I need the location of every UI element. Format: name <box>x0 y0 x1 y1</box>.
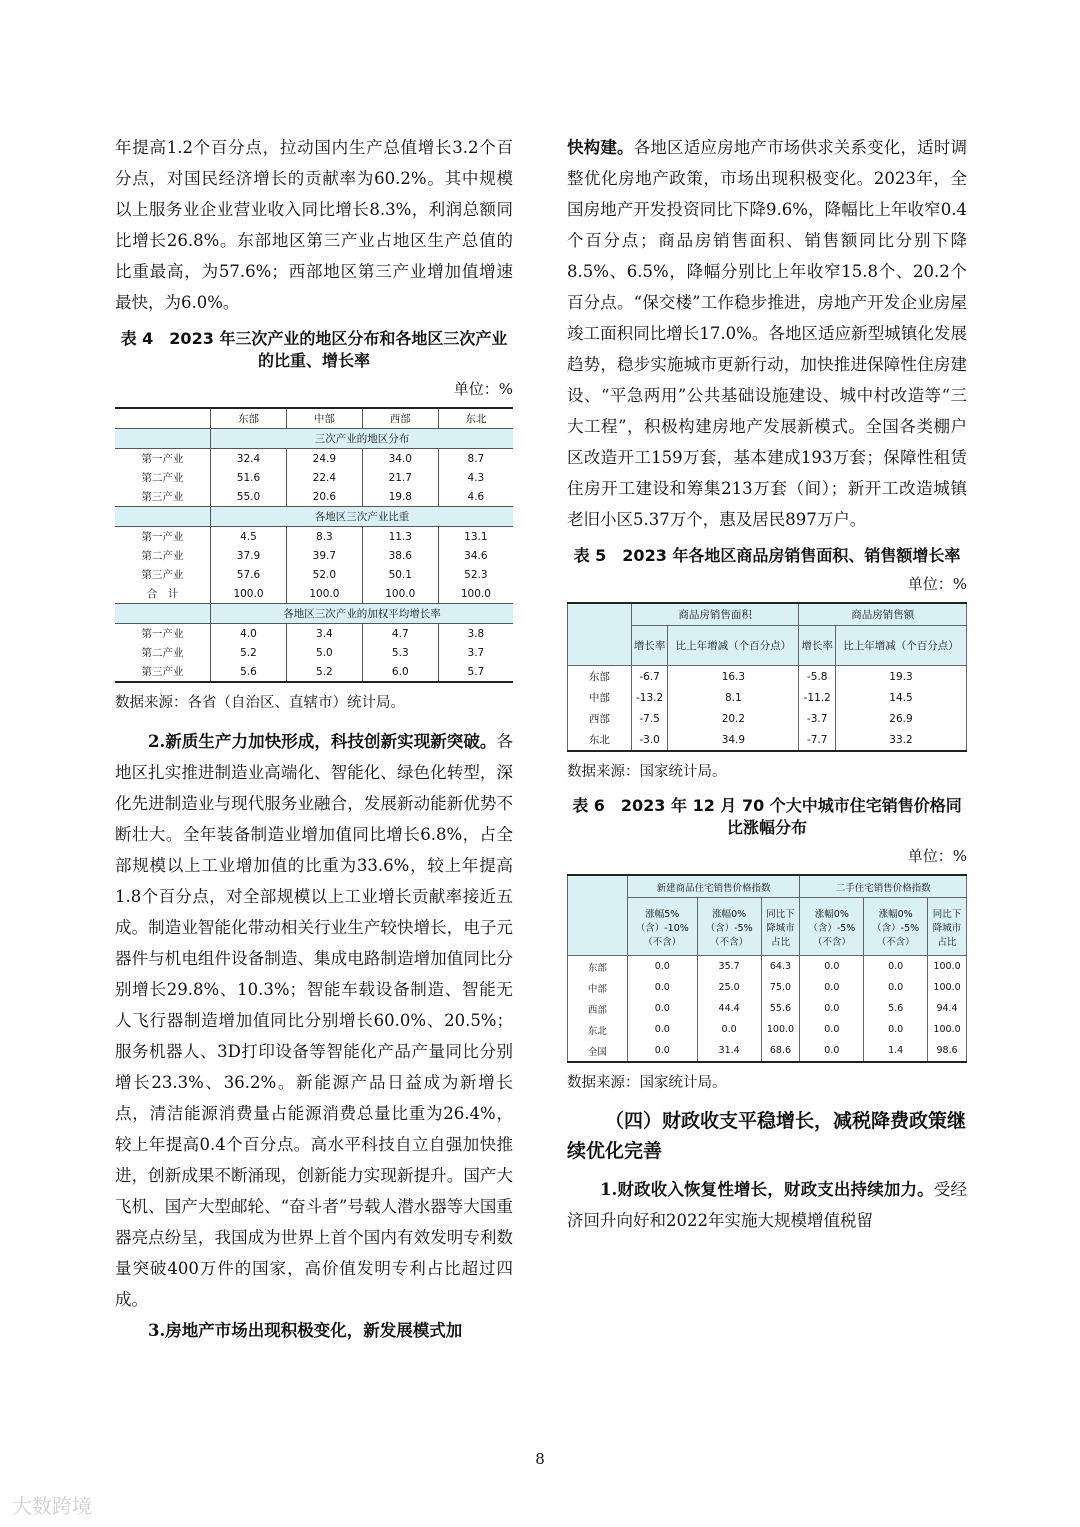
table-row <box>115 527 513 547</box>
table-cell: 34.6 <box>438 546 513 565</box>
table-cell: 0.0 <box>627 977 697 998</box>
paragraph: 年提高1.2个百分点，拉动国内生产总值增长3.2个百分点，对国民经济增长的贡献率为60.2%。其中规模以上服务业企业营业收入同比增长8.3%，利润总额同比增长26.8%。东部地区第三产业占地区生产总值的比重最高，为57.6%；西部地区第三产业增加值增速最快，为6.0%。 <box>115 138 513 312</box>
table-cell: 94.4 <box>928 998 967 1019</box>
table-4-column-header: 西部 <box>362 408 438 429</box>
table-cell: 24.9 <box>286 449 362 469</box>
table-cell: 25.0 <box>697 977 761 998</box>
table-cell: 64.3 <box>761 956 800 978</box>
table-row <box>115 624 513 644</box>
table-6-subheader: 涨幅0%（含）-5%（不含） <box>800 898 864 956</box>
table-row <box>568 666 967 688</box>
table-4-column-header <box>115 408 211 429</box>
table-4-source: 数据来源：各省（自治区、直辖市）统计局。 <box>115 695 405 711</box>
table-cell: -11.2 <box>799 687 836 708</box>
watermark: 大数跨境 <box>12 1494 92 1518</box>
table-6-subheader: 同比下降城市占比 <box>761 898 800 956</box>
table-cell: 8.7 <box>438 449 513 469</box>
table-6-title: 表 6 2023 年 12 月 70 个大中城市住宅销售价格同比涨幅分布 <box>572 796 962 837</box>
table-cell: 55.0 <box>211 487 287 507</box>
table-6-source: 数据来源：国家统计局。 <box>567 1075 727 1091</box>
table-6-subheader: 涨幅0%（含）-5%（不含） <box>864 898 928 956</box>
paragraph-lead: 1.财政收入恢复性增长，财政支出持续加力。 <box>600 1180 934 1199</box>
table-row <box>115 487 513 507</box>
table-cell: 4.7 <box>362 624 438 644</box>
table-cell: 19.3 <box>835 666 966 688</box>
table-cell: 34.9 <box>668 729 799 751</box>
table-cell: 52.0 <box>286 565 362 584</box>
table-5-subheader: 比上年增减（个百分点） <box>668 626 799 666</box>
row-label: 东部 <box>568 666 632 688</box>
row-label: 第二产业 <box>141 550 184 562</box>
table-5-unit: 单位：% <box>907 575 967 593</box>
table-cell: 4.6 <box>438 487 513 507</box>
table-4-column-header: 东部 <box>211 408 287 429</box>
table-cell: 8.3 <box>286 527 362 547</box>
table-cell: 14.5 <box>835 687 966 708</box>
row-label: 全国 <box>568 1040 628 1062</box>
left-column <box>115 132 513 1346</box>
paragraph <box>567 132 967 535</box>
table-cell: 26.9 <box>835 708 966 729</box>
row-label: 第三产业 <box>141 491 184 503</box>
table-6-subheader: 涨幅0%（含）-5%（不含） <box>697 898 761 956</box>
table-cell: 32.4 <box>211 449 287 469</box>
table-5-subheader: 增长率 <box>631 626 668 666</box>
table-row <box>568 998 967 1019</box>
table-cell: 98.6 <box>928 1040 967 1062</box>
table-cell: 5.3 <box>362 643 438 662</box>
row-label: 第三产业 <box>141 569 184 581</box>
table-cell: 20.2 <box>668 708 799 729</box>
paragraph-body: 各地区扎实推进制造业高端化、智能化、绿色化转型，深化先进制造业与现代服务业融合，发展新动能新优势不断壮大。全年装备制造业增加值同比增长6.8%，占全部规模以上工业增加值的比重为33.6%，较上年提高1.8个百分点，对全部规模以上工业增长贡献率接近五成。制造业智能化带动相关行业生产较快增长，电子元器件与机电组件设备制造、集成电路制造增加值同比分别增长29.8%、10.3%；智能车载设备制造、智能无人飞行器制造增加值同比分别增长60.0%、20.5%；服务机器人、3D打印设备等智能化产品产量同比分别增长23.3%、36.2%。新能源产品日益成为新增长点，清洁能源消费量占能源消费总量比重为26.4%，较上年提高0.4个百分点。高水平科技自立自强加快推进，创新成果不断涌现，创新能力实现新提升。国产大飞机、国产大型邮轮、“奋斗者”号载人潜水器等大国重器亮点纷呈，我国成为世界上首个国内有效发明专利数量突破400万件的国家，高价值发明专利占比超过四成。 <box>115 732 513 1309</box>
table-row <box>115 546 513 565</box>
table-cell: 37.9 <box>211 546 287 565</box>
table-cell: 35.7 <box>697 956 761 978</box>
table-cell: 100.0 <box>438 584 513 604</box>
table-cell: 3.8 <box>438 624 513 644</box>
row-label: 第一产业 <box>141 531 184 543</box>
table-cell: 100.0 <box>928 977 967 998</box>
row-label: 合 计 <box>146 588 179 600</box>
table-cell: -7.5 <box>631 708 668 729</box>
table-4-section-title: 三次产业的地区分布 <box>211 429 513 449</box>
row-label: 第二产业 <box>141 472 184 484</box>
table-row <box>568 687 967 708</box>
table-cell: 0.0 <box>800 1040 864 1062</box>
table-cell: 13.1 <box>438 527 513 547</box>
table-cell: 5.6 <box>864 998 928 1019</box>
table-6-subheader: 涨幅5%（含）-10%（不含） <box>627 898 697 956</box>
table-cell: 21.7 <box>362 468 438 487</box>
table-cell: 68.6 <box>761 1040 800 1062</box>
table-row <box>568 729 967 751</box>
table-cell: 50.1 <box>362 565 438 584</box>
table-4-column-header: 东北 <box>438 408 513 429</box>
table-cell: 0.0 <box>627 1019 697 1040</box>
table-cell: 5.0 <box>286 643 362 662</box>
row-label: 西部 <box>568 998 628 1019</box>
table-cell: -5.8 <box>799 666 836 688</box>
paragraph-lead: 3.房地产市场出现积极变化，新发展模式加 <box>148 1321 463 1340</box>
table-cell: 0.0 <box>800 956 864 978</box>
table-cell: 44.4 <box>697 998 761 1019</box>
table-6-group-2: 二手住宅销售价格指数 <box>800 875 967 898</box>
table-5-title: 表 5 2023 年各地区商品房销售面积、销售额增长率 <box>573 546 961 565</box>
table-4-section-title: 各地区三次产业的加权平均增长率 <box>211 604 513 624</box>
table-cell: 4.3 <box>438 468 513 487</box>
table-cell: 0.0 <box>627 998 697 1019</box>
right-column <box>567 132 967 1236</box>
table-row <box>115 449 513 469</box>
table-cell: 0.0 <box>864 977 928 998</box>
table-cell: 16.3 <box>668 666 799 688</box>
table-cell: -13.2 <box>631 687 668 708</box>
table-row <box>568 1040 967 1062</box>
paragraph-lead: 2.新质生产力加快形成，科技创新实现新突破。 <box>148 732 497 751</box>
table-row <box>115 643 513 662</box>
table-5-group-1: 商品房销售面积 <box>631 603 799 626</box>
table-cell: 0.0 <box>800 1019 864 1040</box>
table-cell: 0.0 <box>697 1019 761 1040</box>
table-5 <box>567 602 967 752</box>
row-label: 第一产业 <box>141 628 184 640</box>
row-label: 东北 <box>568 729 632 751</box>
table-cell: 1.4 <box>864 1040 928 1062</box>
table-cell: -6.7 <box>631 666 668 688</box>
row-label: 第三产业 <box>141 666 184 678</box>
table-cell: 100.0 <box>362 584 438 604</box>
row-label: 中部 <box>568 977 628 998</box>
page-number: 8 <box>535 1450 545 1468</box>
table-cell: 100.0 <box>286 584 362 604</box>
table-cell: 52.3 <box>438 565 513 584</box>
table-cell: 100.0 <box>928 956 967 978</box>
table-row <box>115 662 513 682</box>
table-cell: 0.0 <box>800 998 864 1019</box>
table-cell: 39.7 <box>286 546 362 565</box>
table-cell: 4.0 <box>211 624 287 644</box>
table-4 <box>115 407 513 683</box>
table-6 <box>567 874 967 1063</box>
table-cell: 100.0 <box>761 1019 800 1040</box>
table-cell: 5.7 <box>438 662 513 682</box>
table-cell: -3.7 <box>799 708 836 729</box>
paragraph-body: 受经济回升向好和2022年实施大规模增值税留 <box>567 1180 967 1230</box>
row-label: 东北 <box>568 1019 628 1040</box>
table-4-section-title: 各地区三次产业比重 <box>211 507 513 527</box>
paragraph <box>115 1315 513 1346</box>
table-cell: 100.0 <box>211 584 287 604</box>
paragraph <box>115 726 513 1315</box>
table-row <box>568 708 967 729</box>
table-cell: -7.7 <box>799 729 836 751</box>
table-4-title: 表 4 2023 年三次产业的地区分布和各地区三次产业的比重、增长率 <box>120 329 508 370</box>
table-row <box>115 584 513 604</box>
row-label: 第二产业 <box>141 647 184 659</box>
table-cell: 51.6 <box>211 468 287 487</box>
table-cell: 3.7 <box>438 643 513 662</box>
table-cell: 33.2 <box>835 729 966 751</box>
table-cell: 4.5 <box>211 527 287 547</box>
table-cell: 19.8 <box>362 487 438 507</box>
table-4-unit: 单位：% <box>453 380 513 398</box>
table-4-column-header: 中部 <box>286 408 362 429</box>
table-row <box>568 956 967 978</box>
table-cell: 5.2 <box>211 643 287 662</box>
table-row <box>568 1019 967 1040</box>
table-cell: 20.6 <box>286 487 362 507</box>
table-cell: 22.4 <box>286 468 362 487</box>
table-cell: 5.6 <box>211 662 287 682</box>
section-heading: （四）财政收支平稳增长，减税降费政策继续优化完善 <box>567 1110 967 1162</box>
table-cell: 55.6 <box>761 998 800 1019</box>
table-cell: 6.0 <box>362 662 438 682</box>
table-5-subheader: 增长率 <box>799 626 836 666</box>
table-cell: 31.4 <box>697 1040 761 1062</box>
table-cell: 5.2 <box>286 662 362 682</box>
table-cell: 0.0 <box>627 1040 697 1062</box>
table-cell: 0.0 <box>627 956 697 978</box>
table-6-subheader: 同比下降城市占比 <box>928 898 967 956</box>
row-label: 西部 <box>568 708 632 729</box>
table-cell: 75.0 <box>761 977 800 998</box>
table-5-group-2: 商品房销售额 <box>799 603 967 626</box>
table-6-unit: 单位：% <box>907 847 967 865</box>
table-cell: 3.4 <box>286 624 362 644</box>
table-cell: 38.6 <box>362 546 438 565</box>
paragraph-body: 各地区适应房地产市场供求关系变化，适时调整优化房地产政策，市场出现积极变化。2023年，全国房地产开发投资同比下降9.6%，降幅比上年收窄0.4个百分点；商品房销售面积、销售额同比分别下降8.5%、6.5%，降幅分别比上年收窄15.8个、20.2个百分点。“保交楼”工作稳步推进，房地产开发企业房屋竣工面积同比增长17.0%。各地区适应新型城镇化发展趋势，稳步实施城市更新行动，加快推进保障性住房建设、“平急两用”公共基础设施建设、城中村改造等“三大工程”，积极构建房地产发展新模式。全国各类棚户区改造开工159万套，基本建成193万套；保障性租赁住房开工建设和筹集213万套（间）；新开工改造城镇老旧小区5.37万个，惠及居民897万户。 <box>567 138 968 529</box>
table-cell: 34.0 <box>362 449 438 469</box>
paragraph-lead: 快构建。 <box>567 138 634 157</box>
row-label: 东部 <box>568 956 628 978</box>
table-row <box>115 468 513 487</box>
table-cell: 0.0 <box>864 956 928 978</box>
table-row <box>115 565 513 584</box>
table-5-source: 数据来源：国家统计局。 <box>567 764 727 780</box>
row-label: 第一产业 <box>141 453 184 465</box>
table-cell: 0.0 <box>864 1019 928 1040</box>
table-cell: 8.1 <box>668 687 799 708</box>
table-cell: 0.0 <box>800 977 864 998</box>
row-label: 中部 <box>568 687 632 708</box>
table-cell: 57.6 <box>211 565 287 584</box>
table-cell: 11.3 <box>362 527 438 547</box>
table-5-subheader: 比上年增减（个百分点） <box>835 626 966 666</box>
table-6-group-1: 新建商品住宅销售价格指数 <box>627 875 800 898</box>
table-row <box>568 977 967 998</box>
paragraph <box>567 1174 967 1236</box>
table-cell: 100.0 <box>928 1019 967 1040</box>
table-cell: -3.0 <box>631 729 668 751</box>
